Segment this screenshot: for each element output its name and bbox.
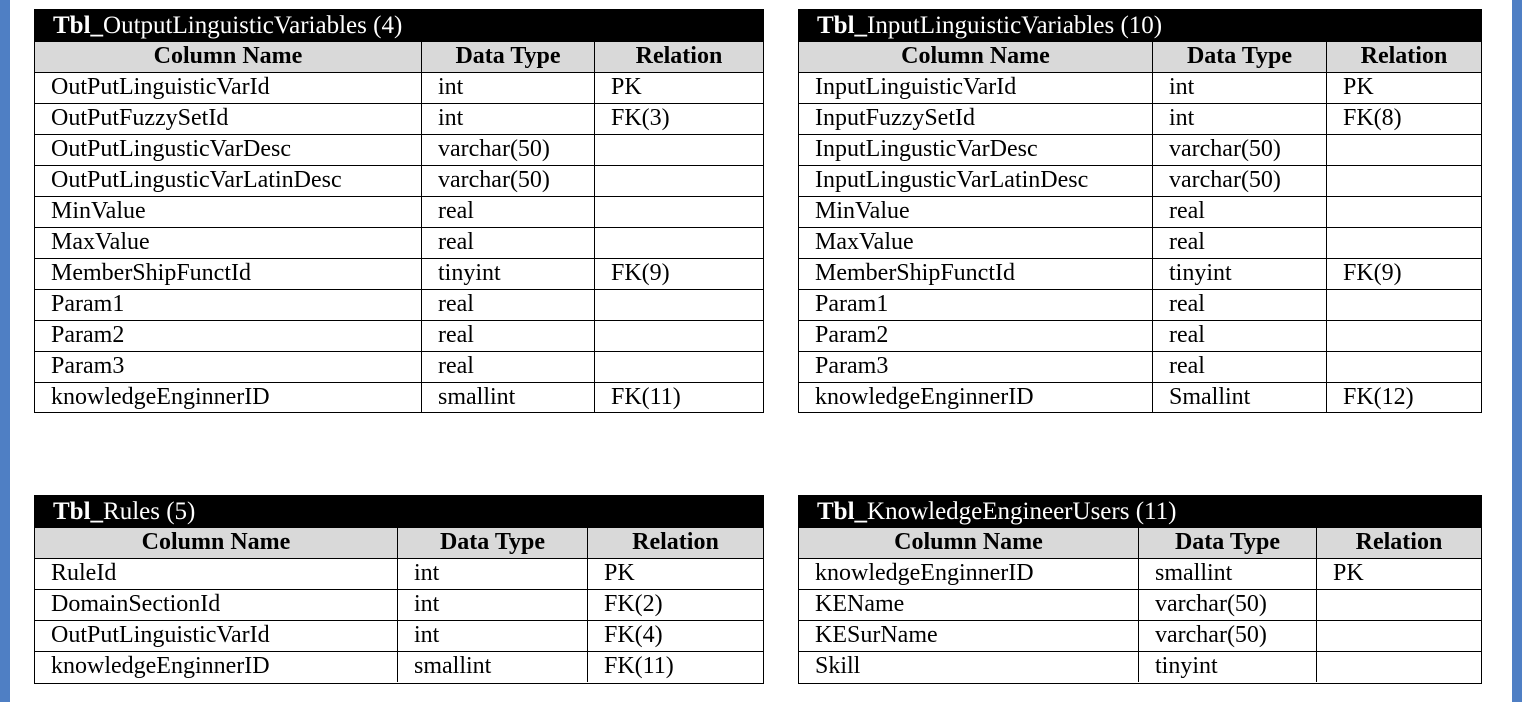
cell-relation — [595, 352, 763, 382]
cell-data-type: int — [422, 104, 595, 134]
table-row — [35, 558, 763, 589]
header-column-name: Column Name — [799, 528, 1139, 558]
table-row — [35, 227, 763, 258]
cell-relation: FK(9) — [1343, 260, 1402, 286]
cell-data-type: real — [422, 228, 595, 258]
table-title — [799, 496, 1481, 527]
table-row — [799, 258, 1481, 289]
cell-relation — [595, 197, 763, 227]
cell-data-type: smallint — [422, 383, 595, 413]
table-title-prefix: Tbl_ — [817, 498, 868, 525]
cell-column-name: Param2 — [799, 321, 1153, 351]
table-row — [35, 196, 763, 227]
cell-relation: FK(2) — [604, 591, 663, 617]
table-header-row — [799, 527, 1481, 558]
cell-column-name: knowledgeEnginnerID — [35, 652, 398, 682]
cell-data-type: tinyint — [1153, 259, 1327, 289]
cell-relation: FK(12) — [1343, 384, 1414, 410]
table-title — [35, 10, 763, 41]
table-row — [35, 320, 763, 351]
cell-column-name: MemberShipFunctId — [799, 259, 1153, 289]
cell-relation — [1327, 197, 1481, 227]
cell-relation — [1327, 135, 1481, 165]
header-relation: Relation — [1360, 43, 1448, 69]
cell-relation: FK(8) — [1343, 105, 1402, 131]
table-row — [799, 558, 1481, 589]
cell-column-name: InputFuzzySetId — [799, 104, 1153, 134]
table-row — [799, 320, 1481, 351]
table-row — [799, 103, 1481, 134]
table-title-name: OutputLinguisticVariables (4) — [103, 12, 403, 39]
header-column-name: Column Name — [799, 42, 1153, 72]
cell-column-name: KEName — [799, 590, 1139, 620]
cell-data-type: real — [422, 197, 595, 227]
header-data-type: Data Type — [422, 42, 595, 72]
table-row — [35, 382, 763, 413]
cell-column-name: DomainSectionId — [35, 590, 398, 620]
table-row — [35, 258, 763, 289]
table-row — [799, 289, 1481, 320]
table-row — [799, 196, 1481, 227]
cell-relation: FK(4) — [604, 622, 663, 648]
table-title-prefix: Tbl_ — [53, 12, 104, 39]
cell-column-name: MemberShipFunctId — [35, 259, 422, 289]
header-relation: Relation — [632, 529, 719, 555]
table-header-row — [35, 41, 763, 72]
table-row — [35, 620, 763, 651]
cell-data-type: int — [398, 590, 588, 620]
cell-relation — [595, 135, 763, 165]
table-input-linguistic-variables — [798, 9, 1482, 413]
table-title-prefix: Tbl_ — [817, 12, 868, 39]
cell-data-type: int — [1153, 104, 1327, 134]
header-column-name: Column Name — [35, 42, 422, 72]
table-title — [799, 10, 1481, 41]
cell-data-type: smallint — [398, 652, 588, 682]
cell-data-type: int — [1153, 73, 1327, 103]
header-data-type: Data Type — [1153, 42, 1327, 72]
page-border-left — [0, 0, 10, 702]
cell-relation — [1327, 352, 1481, 382]
cell-data-type: varchar(50) — [1139, 590, 1317, 620]
cell-data-type: real — [1153, 228, 1327, 258]
table-row — [799, 134, 1481, 165]
cell-relation: FK(3) — [611, 105, 670, 131]
cell-column-name: Param2 — [35, 321, 422, 351]
table-output-linguistic-variables — [34, 9, 764, 413]
cell-data-type: real — [422, 321, 595, 351]
table-title — [35, 496, 763, 527]
cell-relation — [1317, 590, 1481, 620]
cell-relation — [1327, 228, 1481, 258]
cell-data-type: real — [1153, 197, 1327, 227]
table-header-row — [799, 41, 1481, 72]
table-row — [799, 165, 1481, 196]
cell-column-name: InputLinguisticVarId — [799, 73, 1153, 103]
cell-column-name: OutPutLingusticVarLatinDesc — [35, 166, 422, 196]
cell-relation: FK(11) — [611, 384, 681, 410]
table-row — [35, 165, 763, 196]
cell-data-type: smallint — [1139, 559, 1317, 589]
header-data-type: Data Type — [1139, 528, 1317, 558]
cell-column-name: knowledgeEnginnerID — [799, 559, 1139, 589]
cell-column-name: OutPutLingusticVarDesc — [35, 135, 422, 165]
cell-column-name: Param1 — [799, 290, 1153, 320]
cell-relation — [595, 228, 763, 258]
header-data-type: Data Type — [398, 528, 588, 558]
table-row — [799, 589, 1481, 620]
cell-relation — [1317, 621, 1481, 651]
cell-data-type: tinyint — [422, 259, 595, 289]
cell-column-name: MinValue — [799, 197, 1153, 227]
cell-data-type: tinyint — [1139, 652, 1317, 682]
table-title-name: Rules (5) — [103, 498, 196, 525]
header-relation: Relation — [635, 43, 723, 69]
cell-data-type: varchar(50) — [422, 135, 595, 165]
cell-data-type: varchar(50) — [1153, 135, 1327, 165]
table-row — [799, 227, 1481, 258]
cell-data-type: Smallint — [1153, 383, 1327, 413]
cell-relation — [595, 166, 763, 196]
cell-column-name: RuleId — [35, 559, 398, 589]
table-header-row — [35, 527, 763, 558]
cell-relation — [1317, 652, 1481, 682]
table-row — [35, 289, 763, 320]
cell-data-type: varchar(50) — [422, 166, 595, 196]
table-row — [799, 651, 1481, 682]
cell-column-name: knowledgeEnginnerID — [35, 383, 422, 413]
cell-data-type: real — [422, 352, 595, 382]
table-row — [799, 620, 1481, 651]
table-row — [35, 589, 763, 620]
cell-column-name: OutPutFuzzySetId — [35, 104, 422, 134]
header-column-name: Column Name — [35, 528, 398, 558]
table-title-name: InputLinguisticVariables (10) — [867, 12, 1163, 39]
table-row — [35, 651, 763, 682]
cell-relation — [1327, 321, 1481, 351]
table-row — [799, 72, 1481, 103]
table-row — [35, 103, 763, 134]
table-row — [799, 351, 1481, 382]
cell-relation: PK — [1333, 560, 1364, 586]
cell-relation — [1327, 166, 1481, 196]
cell-data-type: varchar(50) — [1153, 166, 1327, 196]
cell-data-type: real — [1153, 321, 1327, 351]
cell-column-name: knowledgeEnginnerID — [799, 383, 1153, 413]
cell-column-name: MaxValue — [35, 228, 422, 258]
cell-relation: PK — [611, 74, 642, 100]
table-knowledge-engineer-users — [798, 495, 1482, 684]
table-rules — [34, 495, 764, 684]
cell-data-type: real — [1153, 290, 1327, 320]
cell-column-name: Skill — [799, 652, 1139, 682]
cell-relation: PK — [1343, 74, 1374, 100]
cell-column-name: InputLingusticVarLatinDesc — [799, 166, 1153, 196]
table-title-prefix: Tbl_ — [53, 498, 104, 525]
cell-column-name: Param1 — [35, 290, 422, 320]
table-row — [799, 382, 1481, 413]
cell-column-name: Param3 — [799, 352, 1153, 382]
cell-relation — [1327, 290, 1481, 320]
cell-relation — [595, 290, 763, 320]
cell-data-type: varchar(50) — [1139, 621, 1317, 651]
cell-column-name: MinValue — [35, 197, 422, 227]
cell-relation: FK(11) — [604, 653, 674, 679]
cell-relation: FK(9) — [611, 260, 670, 286]
cell-data-type: int — [422, 73, 595, 103]
cell-data-type: real — [422, 290, 595, 320]
page-border-right — [1512, 0, 1522, 702]
cell-column-name: InputLingusticVarDesc — [799, 135, 1153, 165]
cell-column-name: Param3 — [35, 352, 422, 382]
table-title-name: KnowledgeEngineerUsers (11) — [867, 498, 1177, 525]
table-row — [35, 134, 763, 165]
cell-relation — [595, 321, 763, 351]
cell-relation: PK — [604, 560, 635, 586]
cell-column-name: MaxValue — [799, 228, 1153, 258]
table-row — [35, 72, 763, 103]
header-relation: Relation — [1355, 529, 1443, 555]
table-row — [35, 351, 763, 382]
cell-data-type: int — [398, 621, 588, 651]
cell-column-name: OutPutLinguisticVarId — [35, 621, 398, 651]
cell-column-name: OutPutLinguisticVarId — [35, 73, 422, 103]
cell-data-type: real — [1153, 352, 1327, 382]
cell-column-name: KESurName — [799, 621, 1139, 651]
cell-data-type: int — [398, 559, 588, 589]
